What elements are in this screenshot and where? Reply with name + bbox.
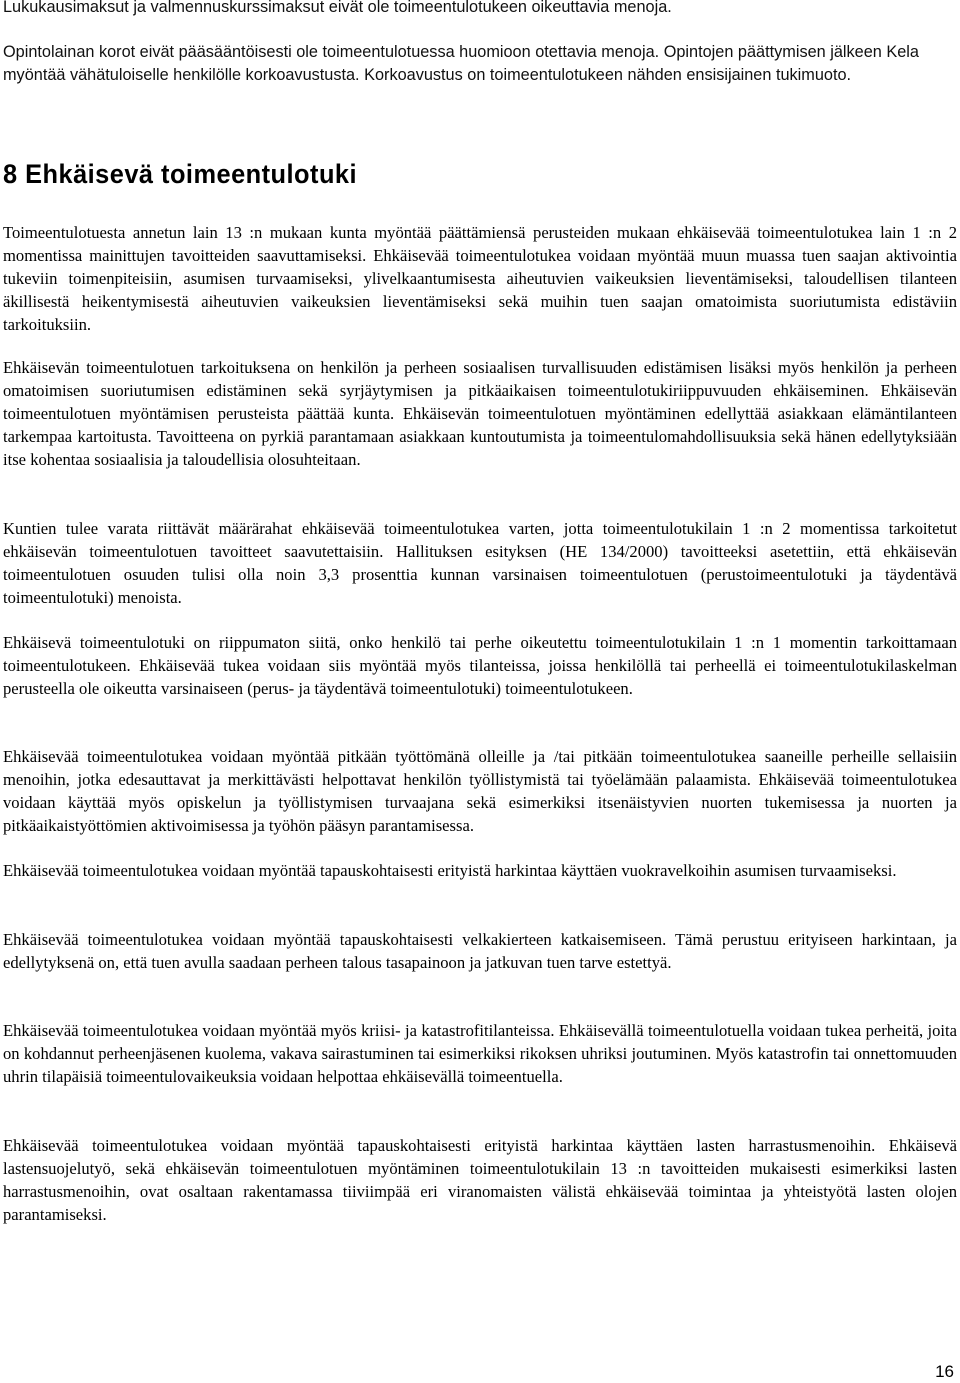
- paragraph-children-hobbies: Ehkäisevää toimeentulotukea voidaan myöntää tapauskohtaisesti erityistä harkintaa käyttäen lasten harrastusmenoihin. Ehkäisevä lastensuojelutyö, sekä ehkäisevän toimeentulotuen myöntäminen toimeentulotukilain 13 :n tavoitteiden mukaisesti esimerkiksi lasten harrastusmenoihin, ovat osaltaan rakentamassa tiiviimpää eri viranomaisten välistä ehkäisevää toimintaa ja yhteistyötä lasten olojen parantamiseksi.: [3, 1136, 957, 1224]
- section-heading: 8 Ehkäisevä toimeentulotuki: [3, 159, 358, 189]
- paragraph-rent-arrears: Ehkäisevää toimeentulotukea voidaan myöntää tapauskohtaisesti erityistä harkintaa käyttäen vuokravelkoihin asumisen turvaamiseksi.: [3, 861, 897, 880]
- paragraph-independence: Ehkäisevä toimeentulotuki on riippumaton siitä, onko henkilö tai perhe oikeutettu toimeentulotukilain 1 :n 1 momentin tarkoittamaan toimeentulotukeen. Ehkäisevää tukea voidaan siis myöntää myös tilanteissa, joissa henkilöllä tai perheellä ei toimeentulotukilaskelman perusteella ole oikeutta varsinaiseen (perus- ja täydentävä toimeentulotuki) toimeentulotukeen.: [3, 633, 957, 698]
- paragraph-legal-basis: Toimeentulotuesta annetun lain 13 :n mukaan kunta myöntää päättämiensä perusteiden mukaan ehkäisevää toimeentulotukea lain 1 :n 2 momentissa mainittujen tavoitteiden saavuttamiseksi. Ehkäisevää toimeentulotukea voidaan myöntää muun muassa tuen saajan aktivointia tukeviin toimenpiteisiin, asumisen turvaamiseksi, ylivelkaantumisesta aiheutuvien vaikeuksien lieventämiseksi, taloudellisen tilanteen äkillisestä heikentymisestä aiheutuvien vaikeuksien lieventämiseksi sekä muihin tuen saajan omatoimista suoriutumista edistäviin tarkoituksiin.: [3, 223, 957, 334]
- paragraph-debt-cycle: Ehkäisevää toimeentulotukea voidaan myöntää tapauskohtaisesti velkakierteen katkaisemiseen. Tämä perustuu erityiseen harkintaan, ja edellytyksenä on, että tuen avulla saadaan perheen talous tasapainoon ja jatkuvan tuen tarve estettyä.: [3, 930, 957, 972]
- paragraph-tuition-fees: Lukukausimaksut ja valmennuskurssimaksut eivät ole toimeentulotukeen oikeuttavia menoja.: [3, 0, 672, 16]
- paragraph-funding: Kuntien tulee varata riittävät määrärahat ehkäisevää toimeentulotukea varten, jotta toimeentulotukilain 1 :n 2 momentissa tarkoitetut ehkäisevän toimeentulotuen tavoitteet saavutettaisiin. Hallituksen esityksen (HE 134/2000) tavoitteeksi asetettiin, että ehkäisevän toimeentulotuen osuuden tulisi olla noin 3,3 prosenttia kunnan varsinaisen toimeentulotuen (perustoimeentulotuki ja täydentävä toimeentulotuki) menoista.: [3, 519, 957, 607]
- paragraph-crisis: Ehkäisevää toimeentulotukea voidaan myöntää myös kriisi- ja katastrofitilanteissa. Ehkäisevällä toimeentulotuella voidaan tukea perheitä, joita on kohdannut perheenjäsenen kuolema, vakava sairastuminen tai esimerkiksi rikoksen uhriksi joutuminen. Myös katastrofin tai onnettomuuden uhrin tilapäisiä toimeentulovaikeuksia voidaan helpottaa ehkäisevällä toimeentuella.: [3, 1021, 957, 1086]
- page-number: 16: [935, 1362, 954, 1381]
- paragraph-employment: Ehkäisevää toimeentulotukea voidaan myöntää pitkään työttömänä olleille ja /tai pitkään toimeentulotukea saaneille perheille sellaisiin menoihin, jotka edesauttavat ja merkittävästi helpottavat henkilön työllistymistä tai työelämään palaamista. Ehkäisevää toimeentulotukea voidaan käyttää myös opiskelun ja työllistymisen turvaajana sekä esimerkiksi itsenäistyvien nuorten tukemisessa ja nuorten ja pitkäaikaistyöttömien aktivoimisessa ja työhön pääsyn parantamisessa.: [3, 747, 957, 835]
- paragraph-purpose: Ehkäisevän toimeentulotuen tarkoituksena on henkilön ja perheen sosiaalisen turvallisuuden edistämisen lisäksi myös henkilön ja perheen omatoimisen suoriutumisen edistäminen sekä syrjäytymisen ja pitkäaikaisen toimeentulotukiriippuvuuden ehkäiseminen. Ehkäisevän toimeentulotuen myöntämisen perusteista päättää kunta. Ehkäisevän toimeentulotuen myöntäminen edellyttää asiakkaan elämäntilanteen tarkempaa kartoitusta. Tavoitteena on pyrkiä parantamaan asiakkaan kuntoutumista ja toimeentulomahdollisuuksia sekä hänen edellytyksiään itse kohentaa sosiaalisia ja taloudellisia olosuhteitaan.: [3, 358, 957, 469]
- paragraph-student-loan-interest: Opintolainan korot eivät pääsääntöisesti ole toimeentulotuessa huomioon otettavia menoja. Opintojen päättymisen jälkeen Kela myöntää vähätuloiselle henkilölle korkoavustusta. Korkoavustus on toimeentulotukeen nähden ensisijainen tukimuoto.: [3, 43, 919, 84]
